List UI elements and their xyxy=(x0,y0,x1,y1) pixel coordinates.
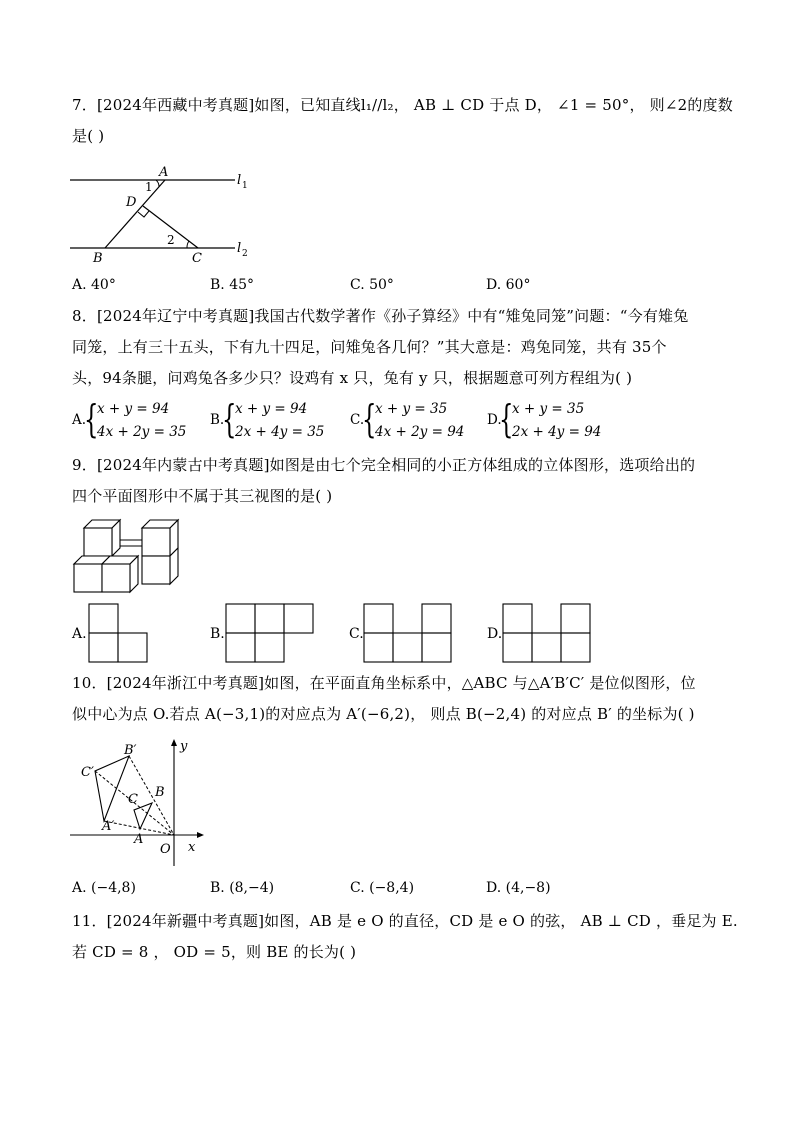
q10-figure xyxy=(70,736,210,866)
label-a: A xyxy=(134,832,144,847)
q9-line-1: 9．[2024年内蒙古中考真题]如图是由七个完全相同的小正方体组成的立体图形，选项给出的 xyxy=(72,456,696,474)
q9-cube-figure xyxy=(72,518,187,596)
x-axis-arrow xyxy=(197,832,204,838)
q7-option-c[interactable]: C. 50° xyxy=(350,277,394,293)
q10-option-d[interactable]: D. (4,−8) xyxy=(486,880,551,896)
label-a-prime: A′ xyxy=(102,819,115,834)
label-1: 1 xyxy=(145,180,153,194)
q9-option-d[interactable]: D. xyxy=(487,626,503,642)
q7-line-2: 是( ) xyxy=(72,127,105,145)
label-c: C xyxy=(192,251,202,266)
y-axis-arrow xyxy=(171,739,177,746)
q11-line-2: 若 CD = 8 ， OD = 5，则 BE 的长为( ) xyxy=(72,943,357,961)
label-d: D xyxy=(126,195,137,210)
question-7 xyxy=(72,90,733,152)
q7-option-a[interactable]: A. 40° xyxy=(72,277,116,293)
label-c-prime: C′ xyxy=(81,765,94,780)
q10-line-1: 10．[2024年浙江中考真题]如图，在平面直角坐标系中，△ABC 与△A′B′C′ 是位似图形，位 xyxy=(72,674,696,692)
triangle-a-prime xyxy=(95,756,129,821)
label-l1: l xyxy=(237,173,242,188)
question-10 xyxy=(72,668,696,730)
q9-option-c-figure xyxy=(363,603,453,663)
label-b: B xyxy=(93,251,103,266)
label-l1-sub: 1 xyxy=(242,181,248,191)
q9-option-b-figure xyxy=(225,603,315,663)
q9-line-2: 四个平面图形中不属于其三视图的是( ) xyxy=(72,487,333,505)
label-2: 2 xyxy=(167,233,175,247)
q7-figure xyxy=(70,160,260,270)
q9-option-d-figure xyxy=(502,603,592,663)
label-o: O xyxy=(160,842,171,857)
label-b: B xyxy=(155,785,165,800)
exam-page: 7．[2024年西藏中考真题]如图，已知直线l₁//l₂， AB ⊥ CD 于点 D， ∠1 = 50°， 则∠2的度数 是( ) A D 1 2 B C l 1 l 2 A. 40° B. 45° C. 50° D. 60° 8．[2024年辽宁中考真题]我国古代数学著作《孙子算经》中有“雉兔同笼”问题：“今有雉兔 同笼，上有三十五头，下有九十四足，问雉兔各几何？”其大意是：鸡兔同笼，共有 35个 头，94条腿，问鸡兔各多少只？设鸡有 x 只，兔有 y 只，根据题意可列方程组为( ) A. { x + y = 94 4x + 2y = 35 B. { x + y = 94 2x + 4y = 35 C. { x + y = 35 4x + 2y = 94 D. { x + y = 35 2x + 4y = 94 9．[2024年内蒙古中考真题]如图是由七个完全相同的小正方体组成的立体图形，选项给出的 四个平面图形中不属于其三视图的是( ) A. B. C. D. 10．[2024年浙江中考真题]如图，在平面直角坐标系中，△ABC 与△A′B′C′ 是位似图形，位 似中心为点 O.若点 A(−3,1)的对应点为 A′(−6,2)， 则点 B(−2,4) 的对应点 B′ 的坐标为( ) B′ C′ A′ B C A O x y A. (−4,8) B. (8,−4) C. (−8,4) D. (4,−8) 11．[2024年新疆中考真题]如图，AB 是 e O 的直径，CD 是 e O 的弦， AB ⊥ CD ，垂足为 E. 若 CD = 8 ， OD = 5，则 BE 的长为( ) xyxy=(0,0,794,1123)
q11-line-1: 11．[2024年新疆中考真题]如图，AB 是 e O 的直径，CD 是 e O 的弦， AB ⊥ CD ，垂足为 E. xyxy=(72,912,738,930)
segment-ab xyxy=(105,180,165,248)
q8-line-1: 8．[2024年辽宁中考真题]我国古代数学著作《孙子算经》中有“雉兔同笼”问题：“今有雉兔 xyxy=(72,307,689,325)
q10-option-c[interactable]: C. (−8,4) xyxy=(350,880,415,896)
label-c: C xyxy=(128,792,138,807)
q7-option-b[interactable]: B. 45° xyxy=(210,277,255,293)
right-angle-mark xyxy=(138,211,149,217)
q9-option-a-figure xyxy=(88,603,148,663)
q7-line-1: 7．[2024年西藏中考真题]如图，已知直线l₁//l₂， AB ⊥ CD 于点 D， ∠1 = 50°， 则∠2的度数 xyxy=(72,96,733,114)
q10-line-2: 似中心为点 O.若点 A(−3,1)的对应点为 A′(−6,2)， 则点 B(−2,4) 的对应点 B′ 的坐标为( ) xyxy=(72,705,695,723)
angle-2-arc xyxy=(187,241,189,248)
question-11 xyxy=(72,906,738,968)
label-b-prime: B′ xyxy=(124,743,137,758)
label-l2: l xyxy=(237,241,242,256)
question-8 xyxy=(72,301,688,394)
q9-option-b[interactable]: B. xyxy=(210,626,225,642)
q9-option-a[interactable]: A. xyxy=(72,626,87,642)
q10-option-b[interactable]: B. (8,−4) xyxy=(210,880,275,896)
angle-1-arc xyxy=(156,180,159,187)
label-x: x xyxy=(188,840,196,855)
label-y: y xyxy=(180,739,188,754)
q10-option-a[interactable]: A. (−4,8) xyxy=(72,880,136,896)
question-9 xyxy=(72,450,695,512)
q7-option-d[interactable]: D. 60° xyxy=(486,277,531,293)
label-a: A xyxy=(159,165,169,180)
q8-line-3: 头，94条腿，问鸡兔各多少只？设鸡有 x 只，兔有 y 只，根据题意可列方程组为( ) xyxy=(72,369,633,387)
q8-line-2: 同笼，上有三十五头，下有九十四足，问雉兔各几何？”其大意是：鸡兔同笼，共有 35个 xyxy=(72,338,667,356)
q9-option-c[interactable]: C. xyxy=(349,626,364,642)
label-l2-sub: 2 xyxy=(242,249,248,259)
